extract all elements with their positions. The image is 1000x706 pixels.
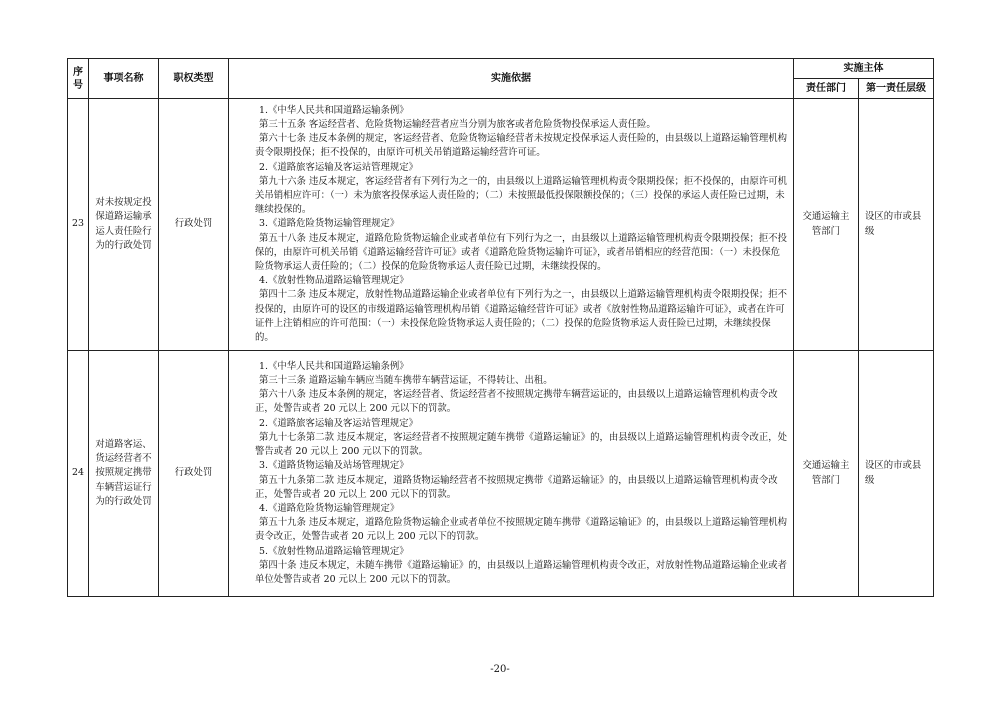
header-item-name: 事项名称 xyxy=(89,59,159,99)
row-basis xyxy=(229,99,794,351)
row-power-type: 行政处罚 xyxy=(159,99,229,351)
basis-paragraph: 2.《道路旅客运输及客运站管理规定》 xyxy=(259,417,418,429)
row-dept: 交通运输主管部门 xyxy=(794,99,859,351)
basis-paragraph: 第六十八条 违反本条例的规定，客运经营者、货运经营者不按照规定携带车辆营运证的，由县级以上道路运输管理机构责令改正，处警告或者 20 元以上 200 元以下的罚款。 xyxy=(255,389,778,415)
table-row xyxy=(68,99,934,351)
basis-paragraph: 第三十五条 客运经营者、危险货物运输经营者应当分别为旅客或者危险货物投保承运人责任险。 xyxy=(259,118,656,130)
basis-paragraph: 第九十七条第二款 违反本规定，客运经营者不按照规定随车携带《道路运输证》的，由县级以上道路运输管理机构责令改正，处警告或者 20 元以上 200 元以下的罚款。 xyxy=(255,431,787,458)
basis-paragraph: 第六十七条 违反本条例的规定，客运经营者、危险货物运输经营者未按规定投保承运人责任险的，由县级以上道路运输管理机构责令限期投保；拒不投保的，由原许可机关吊销道路运输经营许可证。 xyxy=(255,133,787,159)
basis-paragraph: 2.《道路旅客运输及客运站管理规定》 xyxy=(259,161,418,173)
basis-paragraph: 第五十九条 违反本规定，道路危险货物运输企业或者单位不按照规定随车携带《道路运输证》的，由县级以上道路运输管理机构责令改正，处警告或者 20 元以上 200 元以下的罚款。 xyxy=(255,517,787,543)
basis-paragraph: 第四十二条 违反本规定，放射性物品道路运输企业或者单位有下列行为之一，由县级以上道路运输管理机构责令限期投保；拒不投保的，由原许可的设区的市级道路运输管理机构吊销《道路运输经营许可证》或者《放射性物品道路运输许可证》，或者在许可证件上注销相应的许可范围：（一）未投保危险货物承运人责任险的；（二）投保的危险货物承运人责任险已过期，未继续投保的。 xyxy=(255,289,787,344)
basis-paragraph: 3.《道路货物运输及站场管理规定》 xyxy=(259,460,409,472)
header-seq: 序号 xyxy=(68,59,89,99)
basis-paragraph: 1.《中华人民共和国道路运输条例》 xyxy=(259,104,409,116)
header-basis: 实施依据 xyxy=(229,59,794,99)
row-power-type: 行政处罚 xyxy=(159,351,229,597)
table-row xyxy=(68,351,934,597)
row-item-name: 对道路客运、货运经营者不按照规定携带车辆营运证行为的行政处罚 xyxy=(89,351,159,597)
page-number: -20- xyxy=(490,664,510,675)
basis-paragraph: 第五十九条第二款 违反本规定，道路货物运输经营者不按照规定携带《道路运输证》的，由县级以上道路运输管理机构责令改正，处警告或者 20 元以上 200 元以下的罚款。 xyxy=(255,474,778,500)
basis-paragraph: 第五十八条 违反本规定，道路危险货物运输企业或者单位有下列行为之一，由县级以上道路运输管理机构责令限期投保；拒不投保的，由原许可机关吊销《道路运输经营许可证》或者《道路危险货物运输许可证》，或者吊销相应的经营范围：（一）未投保危险货物承运人责任险的；（二）投保的危险货物承运人责任险已过期，未继续投保的。 xyxy=(255,232,787,272)
basis-paragraph: 5.《放射性物品道路运输管理规定》 xyxy=(259,545,409,557)
basis-paragraph: 4.《道路危险货物运输管理规定》 xyxy=(259,502,400,514)
basis-paragraph: 4.《放射性物品道路运输管理规定》 xyxy=(259,275,409,287)
row-seq: 23 xyxy=(68,99,89,351)
row-item-name: 对未按规定投保道路运输承运人责任险行为的行政处罚 xyxy=(89,99,159,351)
row-level: 设区的市或县级 xyxy=(859,351,934,597)
basis-paragraph: 3.《道路危险货物运输管理规定》 xyxy=(259,218,400,230)
row-level: 设区的市或县级 xyxy=(859,99,934,351)
row-dept: 交通运输主管部门 xyxy=(794,351,859,597)
basis-paragraph: 第九十六条 违反本规定，客运经营者有下列行为之一的，由县级以上道路运输管理机构责令限期投保；拒不投保的，由原许可机关吊销相应许可：（一）未为旅客投保承运人责任险的；（二）未按照最低投保限额投保的；（三）投保的承运人责任险已过期，未继续投保的。 xyxy=(255,175,787,216)
row-seq: 24 xyxy=(68,351,89,597)
header-subject: 实施主体 xyxy=(794,59,934,79)
basis-paragraph: 1.《中华人民共和国道路运输条例》 xyxy=(259,360,409,372)
basis-paragraph: 第三十三条 道路运输车辆应当随车携带车辆营运证，不得转让、出租。 xyxy=(259,375,553,387)
header-power-type: 职权类型 xyxy=(159,59,229,99)
enforcement-table xyxy=(67,58,934,597)
header-dept: 责任部门 xyxy=(794,79,859,99)
basis-paragraph: 第四十条 违反本规定，未随车携带《道路运输证》的，由县级以上道路运输管理机构责令改正，对放射性物品道路运输企业或者单位处警告或者 20 元以上 200 元以下的罚款。 xyxy=(255,559,787,585)
row-basis xyxy=(229,351,794,597)
header-level: 第一责任层级 xyxy=(859,79,934,99)
